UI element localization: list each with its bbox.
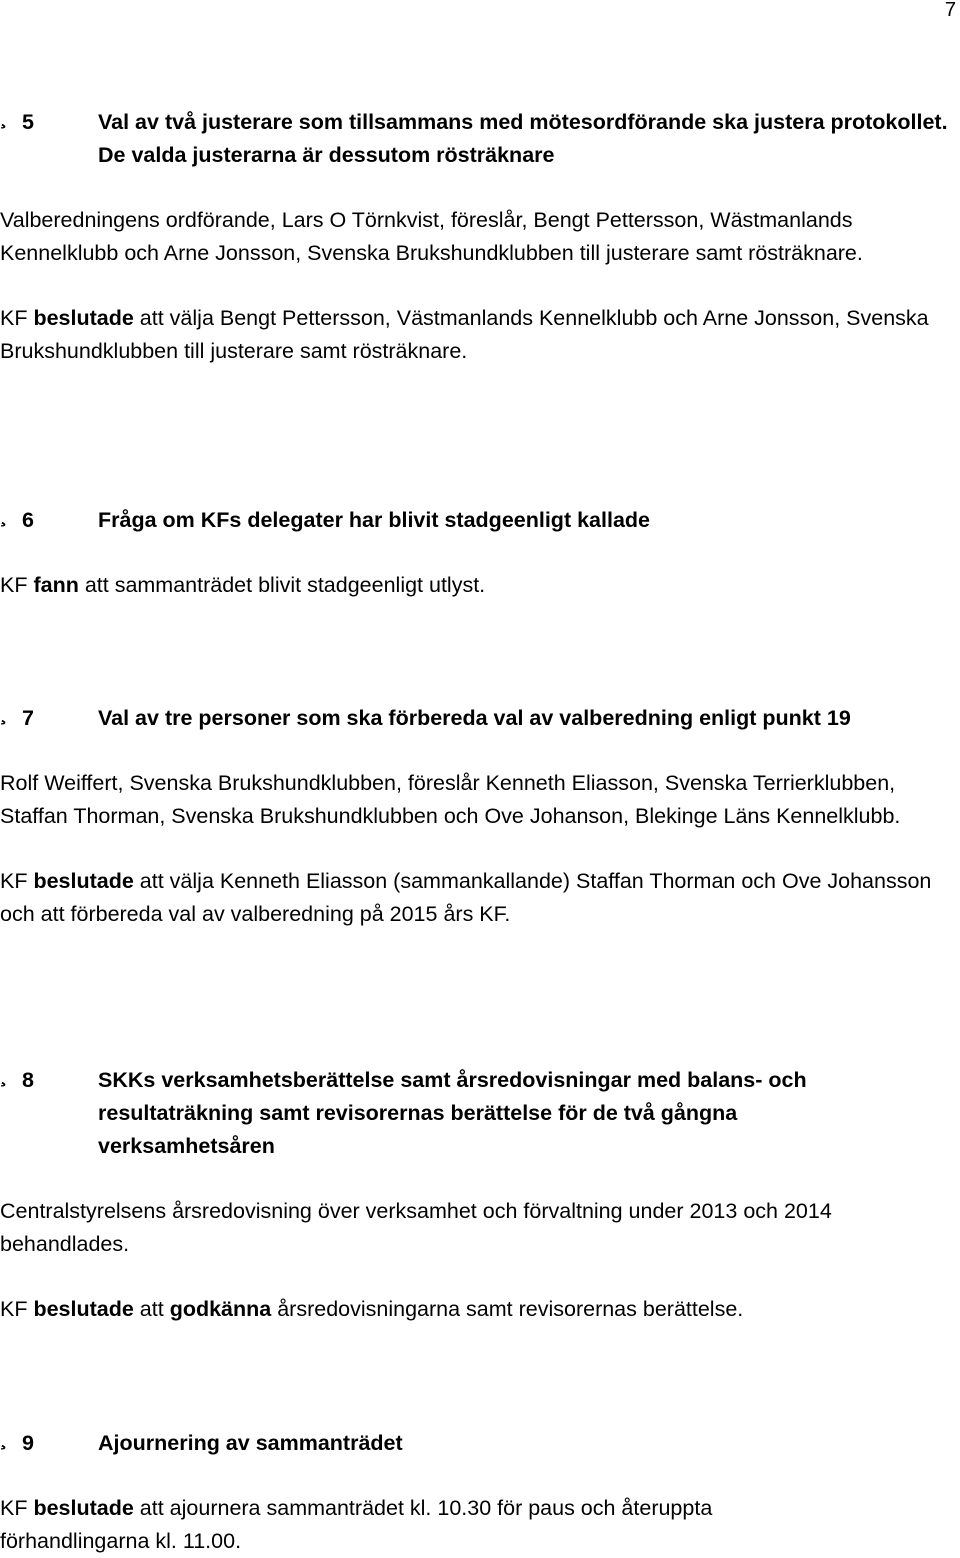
section-heading bbox=[0, 106, 960, 172]
proposal-text: Valberedningens ordförande, Lars O Törnkvist, föreslår, Bengt Pettersson, Wästmanlands Kennelklubb och Arne Jonsson, Svenska Brukshundklubben till justerare samt rösträknare. bbox=[0, 208, 863, 265]
page-number: 7 bbox=[944, 0, 956, 21]
section-heading bbox=[0, 1064, 960, 1163]
section-8 bbox=[0, 1064, 960, 1326]
section-title: Val av två justerare som tillsammans med mötesordförande ska justera protokollet. De valda justerarna är dessutom rösträknare bbox=[98, 110, 948, 167]
decision-prefix: KF bbox=[0, 869, 34, 893]
paragraph-mark-icon: ¸ bbox=[0, 1062, 8, 1087]
decision-body: att välja Bengt Pettersson, Västmanlands Kennelklubb och Arne Jonsson, Svenska Brukshundklubben till justerare samt rösträknare. bbox=[0, 306, 929, 363]
statement-text: Centralstyrelsens årsredovisning över verksamhet och förvaltning under 2013 och 2014 behandlades. bbox=[0, 1199, 832, 1256]
section-title: Fråga om KFs delegater har blivit stadgeenligt kallade bbox=[98, 508, 650, 532]
decision-verb: fann bbox=[33, 573, 79, 597]
section-6 bbox=[0, 504, 960, 602]
section-title: SKKs verksamhetsberättelse samt årsredovisningar med balans- och resultaträkning samt revisorernas berättelse för de två gångna verksamhetsåren bbox=[98, 1068, 807, 1158]
section-number: 7 bbox=[22, 706, 34, 730]
section-heading bbox=[0, 1427, 960, 1460]
decision-body: årsredovisningarna samt revisorernas berättelse. bbox=[271, 1297, 744, 1321]
decision-body: att ajournera sammanträdet kl. 10.30 för paus och återuppta förhandlingarna kl. 11.00. bbox=[0, 1496, 713, 1553]
section-number: 9 bbox=[22, 1431, 34, 1455]
decision-text bbox=[0, 302, 960, 368]
decision-body: att sammanträdet blivit stadgeenligt utlyst. bbox=[78, 573, 486, 597]
decision-text bbox=[0, 569, 960, 602]
decision-prefix: KF bbox=[0, 1496, 34, 1520]
section-number: 5 bbox=[22, 110, 34, 134]
section-title: Val av tre personer som ska förbereda val av valberedning enligt punkt 19 bbox=[98, 706, 851, 730]
section-number: 6 bbox=[22, 508, 34, 532]
decision-text bbox=[0, 1492, 850, 1558]
section-7 bbox=[0, 702, 960, 931]
decision-prefix: KF bbox=[0, 1297, 34, 1321]
decision-mid: att bbox=[133, 1297, 170, 1321]
decision-verb: beslutade bbox=[33, 1496, 134, 1520]
paragraph-mark-icon: ¸ bbox=[0, 104, 8, 129]
section-9 bbox=[0, 1427, 960, 1558]
section-5 bbox=[0, 106, 960, 368]
decision-verb: beslutade bbox=[33, 869, 134, 893]
section-number: 8 bbox=[22, 1068, 34, 1092]
decision-prefix: KF bbox=[0, 306, 34, 330]
decision-text bbox=[0, 865, 960, 931]
decision-object: godkänna bbox=[169, 1297, 272, 1321]
paragraph-mark-icon: ¸ bbox=[0, 1425, 8, 1450]
decision-verb: beslutade bbox=[33, 1297, 134, 1321]
section-heading bbox=[0, 504, 960, 537]
decision-prefix: KF bbox=[0, 573, 34, 597]
decision-text bbox=[0, 1293, 960, 1326]
section-heading bbox=[0, 702, 960, 735]
paragraph-mark-icon: ¸ bbox=[0, 502, 8, 527]
paragraph-mark-icon: ¸ bbox=[0, 700, 8, 725]
proposal-text: Rolf Weiffert, Svenska Brukshundklubben, föreslår Kenneth Eliasson, Svenska Terrierklubben, Staffan Thorman, Svenska Brukshundklubben och Ove Johanson, Blekinge Läns Kennelklubb. bbox=[0, 771, 901, 828]
decision-verb: beslutade bbox=[33, 306, 134, 330]
decision-body: att välja Kenneth Eliasson (sammankallande) Staffan Thorman och Ove Johansson och att förbereda val av valberedning på 2015 års KF. bbox=[0, 869, 932, 926]
section-title: Ajournering av sammanträdet bbox=[98, 1431, 403, 1455]
